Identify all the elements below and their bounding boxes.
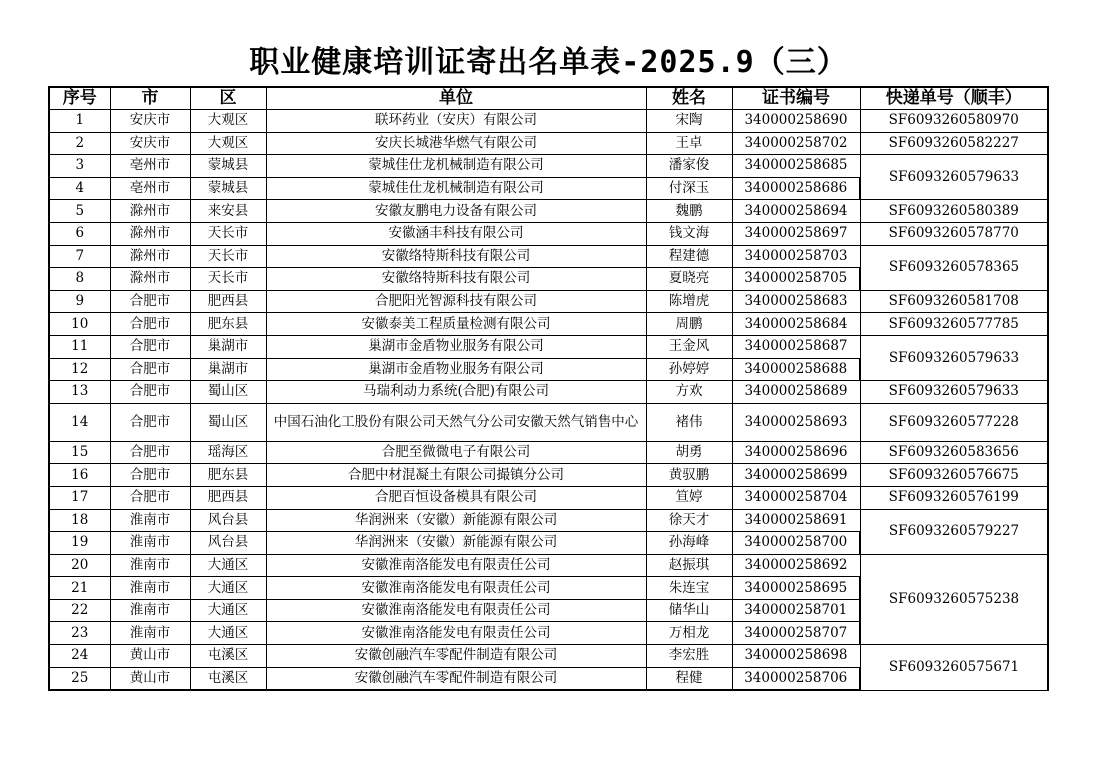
roster-body [49, 110, 1048, 691]
row-index: 17 [49, 486, 110, 509]
table-row [49, 245, 1048, 268]
express-code: SF6093260575671 [860, 645, 1048, 691]
row-cert: 340000258705 [732, 268, 860, 291]
row-city: 合肥市 [110, 441, 190, 464]
row-name: 储华山 [646, 599, 732, 622]
row-name: 朱连宝 [646, 577, 732, 600]
row-city: 淮南市 [110, 622, 190, 645]
row-name: 程建德 [646, 245, 732, 268]
row-city: 黄山市 [110, 645, 190, 668]
row-cert: 340000258693 [732, 403, 860, 441]
row-unit: 华润洲来（安徽）新能源有限公司 [266, 509, 646, 532]
row-index: 1 [49, 110, 110, 133]
row-city: 黄山市 [110, 667, 190, 690]
row-district: 风台县 [190, 509, 266, 532]
row-unit: 华润洲来（安徽）新能源有限公司 [266, 532, 646, 555]
row-name: 李宏胜 [646, 645, 732, 668]
table-row [49, 132, 1048, 155]
row-district: 大通区 [190, 622, 266, 645]
row-cert: 340000258692 [732, 554, 860, 577]
row-district: 肥西县 [190, 486, 266, 509]
row-cert: 340000258685 [732, 155, 860, 178]
row-district: 肥东县 [190, 313, 266, 336]
row-city: 淮南市 [110, 599, 190, 622]
row-unit: 安徽络特斯科技有限公司 [266, 245, 646, 268]
row-unit: 安徽淮南洛能发电有限责任公司 [266, 599, 646, 622]
row-district: 巢湖市 [190, 335, 266, 358]
express-code: SF6093260579227 [860, 509, 1048, 554]
row-unit: 合肥至微微电子有限公司 [266, 441, 646, 464]
row-name: 夏晓亮 [646, 268, 732, 291]
row-index: 9 [49, 290, 110, 313]
row-city: 淮南市 [110, 577, 190, 600]
row-cert: 340000258699 [732, 464, 860, 487]
row-cert: 340000258707 [732, 622, 860, 645]
express-code: SF6093260576199 [860, 486, 1048, 509]
row-city: 淮南市 [110, 509, 190, 532]
row-unit: 合肥百恒设备模具有限公司 [266, 486, 646, 509]
row-index: 6 [49, 222, 110, 245]
row-city: 安庆市 [110, 110, 190, 133]
header-district: 区 [190, 87, 266, 110]
row-district: 蒙城县 [190, 155, 266, 178]
table-row [49, 403, 1048, 441]
row-unit: 安徽淮南洛能发电有限责任公司 [266, 622, 646, 645]
express-code: SF6093260577228 [860, 403, 1048, 441]
row-district: 肥西县 [190, 290, 266, 313]
header-name: 姓名 [646, 87, 732, 110]
row-index: 16 [49, 464, 110, 487]
table-row [49, 645, 1048, 668]
row-city: 淮南市 [110, 554, 190, 577]
row-name: 黄驭鹏 [646, 464, 732, 487]
row-index: 20 [49, 554, 110, 577]
row-unit: 马瑞利动力系统(合肥)有限公司 [266, 381, 646, 404]
row-district: 巢湖市 [190, 358, 266, 381]
row-cert: 340000258684 [732, 313, 860, 336]
row-index: 5 [49, 200, 110, 223]
row-city: 亳州市 [110, 177, 190, 200]
row-index: 4 [49, 177, 110, 200]
row-cert: 340000258690 [732, 110, 860, 133]
table-row [49, 464, 1048, 487]
row-unit: 安庆长城港华燃气有限公司 [266, 132, 646, 155]
header-row [49, 87, 1048, 110]
row-city: 合肥市 [110, 464, 190, 487]
row-unit: 安徽淮南洛能发电有限责任公司 [266, 577, 646, 600]
row-name: 付深玉 [646, 177, 732, 200]
table-row [49, 554, 1048, 577]
row-cert: 340000258698 [732, 645, 860, 668]
express-code: SF6093260580389 [860, 200, 1048, 223]
page-title: 职业健康培训证寄出名单表-2025.9（三） [249, 45, 848, 80]
row-index: 23 [49, 622, 110, 645]
row-name: 陈增虎 [646, 290, 732, 313]
row-name: 潘家俊 [646, 155, 732, 178]
row-name: 孙婷婷 [646, 358, 732, 381]
row-city: 安庆市 [110, 132, 190, 155]
row-name: 孙海峰 [646, 532, 732, 555]
table-row [49, 381, 1048, 404]
row-cert: 340000258697 [732, 222, 860, 245]
row-district: 大观区 [190, 110, 266, 133]
table-row [49, 110, 1048, 133]
row-district: 天长市 [190, 222, 266, 245]
row-district: 大通区 [190, 554, 266, 577]
row-unit: 安徽友鹏电力设备有限公司 [266, 200, 646, 223]
row-district: 大通区 [190, 577, 266, 600]
row-district: 风台县 [190, 532, 266, 555]
table-row [49, 509, 1048, 532]
table-row [49, 222, 1048, 245]
express-code: SF6093260580970 [860, 110, 1048, 133]
table-row [49, 155, 1048, 178]
row-city: 合肥市 [110, 313, 190, 336]
row-index: 2 [49, 132, 110, 155]
row-city: 滁州市 [110, 200, 190, 223]
row-city: 合肥市 [110, 290, 190, 313]
row-unit: 安徽络特斯科技有限公司 [266, 268, 646, 291]
row-name: 徐天才 [646, 509, 732, 532]
row-district: 蜀山区 [190, 381, 266, 404]
row-city: 淮南市 [110, 532, 190, 555]
row-city: 滁州市 [110, 268, 190, 291]
row-city: 合肥市 [110, 335, 190, 358]
row-cert: 340000258704 [732, 486, 860, 509]
header-cert: 证书编号 [732, 87, 860, 110]
row-name: 钱文海 [646, 222, 732, 245]
row-district: 瑶海区 [190, 441, 266, 464]
row-index: 7 [49, 245, 110, 268]
row-district: 肥东县 [190, 464, 266, 487]
express-code: SF6093260583656 [860, 441, 1048, 464]
row-unit: 巢湖市金盾物业服务有限公司 [266, 358, 646, 381]
row-cert: 340000258683 [732, 290, 860, 313]
row-unit: 合肥阳光智源科技有限公司 [266, 290, 646, 313]
header-city: 市 [110, 87, 190, 110]
row-unit: 安徽创融汽车零配件制造有限公司 [266, 667, 646, 690]
row-name: 宋陶 [646, 110, 732, 133]
row-unit: 安徽淮南洛能发电有限责任公司 [266, 554, 646, 577]
row-index: 8 [49, 268, 110, 291]
row-index: 11 [49, 335, 110, 358]
express-code: SF6093260579633 [860, 335, 1048, 380]
row-index: 15 [49, 441, 110, 464]
row-index: 13 [49, 381, 110, 404]
row-district: 天长市 [190, 268, 266, 291]
row-cert: 340000258695 [732, 577, 860, 600]
table-row [49, 486, 1048, 509]
row-city: 合肥市 [110, 381, 190, 404]
row-unit: 联环药业（安庆）有限公司 [266, 110, 646, 133]
row-cert: 340000258694 [732, 200, 860, 223]
row-district: 蜀山区 [190, 403, 266, 441]
row-index: 10 [49, 313, 110, 336]
header-express: 快递单号（顺丰） [860, 87, 1048, 110]
row-index: 14 [49, 403, 110, 441]
row-city: 合肥市 [110, 486, 190, 509]
express-code: SF6093260579633 [860, 381, 1048, 404]
row-district: 天长市 [190, 245, 266, 268]
row-city: 合肥市 [110, 403, 190, 441]
row-unit: 蒙城佳仕龙机械制造有限公司 [266, 177, 646, 200]
row-cert: 340000258689 [732, 381, 860, 404]
row-name: 周鹏 [646, 313, 732, 336]
row-unit: 蒙城佳仕龙机械制造有限公司 [266, 155, 646, 178]
row-cert: 340000258706 [732, 667, 860, 690]
row-district: 来安县 [190, 200, 266, 223]
row-name: 笪婷 [646, 486, 732, 509]
table-row [49, 290, 1048, 313]
row-district: 屯溪区 [190, 645, 266, 668]
row-unit: 巢湖市金盾物业服务有限公司 [266, 335, 646, 358]
row-cert: 340000258691 [732, 509, 860, 532]
row-index: 18 [49, 509, 110, 532]
row-name: 赵振琪 [646, 554, 732, 577]
row-city: 亳州市 [110, 155, 190, 178]
row-index: 21 [49, 577, 110, 600]
row-index: 19 [49, 532, 110, 555]
row-name: 王金风 [646, 335, 732, 358]
row-name: 魏鹏 [646, 200, 732, 223]
row-name: 程健 [646, 667, 732, 690]
express-code: SF6093260578365 [860, 245, 1048, 290]
express-code: SF6093260582227 [860, 132, 1048, 155]
row-name: 褚伟 [646, 403, 732, 441]
row-unit: 安徽涵丰科技有限公司 [266, 222, 646, 245]
table-row [49, 441, 1048, 464]
express-code: SF6093260581708 [860, 290, 1048, 313]
row-unit: 安徽泰美工程质量检测有限公司 [266, 313, 646, 336]
row-cert: 340000258696 [732, 441, 860, 464]
row-district: 大通区 [190, 599, 266, 622]
row-cert: 340000258703 [732, 245, 860, 268]
row-index: 12 [49, 358, 110, 381]
row-city: 滁州市 [110, 222, 190, 245]
row-cert: 340000258686 [732, 177, 860, 200]
express-code: SF6093260577785 [860, 313, 1048, 336]
row-district: 屯溪区 [190, 667, 266, 690]
row-name: 方欢 [646, 381, 732, 404]
row-unit: 安徽创融汽车零配件制造有限公司 [266, 645, 646, 668]
express-code: SF6093260575238 [860, 554, 1048, 644]
roster-table [48, 86, 1049, 691]
table-row [49, 335, 1048, 358]
header-index: 序号 [49, 87, 110, 110]
express-code: SF6093260578770 [860, 222, 1048, 245]
row-cert: 340000258687 [732, 335, 860, 358]
express-code: SF6093260579633 [860, 155, 1048, 200]
row-district: 大观区 [190, 132, 266, 155]
table-row [49, 313, 1048, 336]
row-index: 22 [49, 599, 110, 622]
row-district: 蒙城县 [190, 177, 266, 200]
header-unit: 单位 [266, 87, 646, 110]
row-city: 滁州市 [110, 245, 190, 268]
row-name: 胡勇 [646, 441, 732, 464]
table-row [49, 200, 1048, 223]
express-code: SF6093260576675 [860, 464, 1048, 487]
row-unit: 中国石油化工股份有限公司天然气分公司安徽天然气销售中心 [266, 403, 646, 441]
row-cert: 340000258702 [732, 132, 860, 155]
row-cert: 340000258700 [732, 532, 860, 555]
row-index: 3 [49, 155, 110, 178]
row-cert: 340000258701 [732, 599, 860, 622]
row-index: 25 [49, 667, 110, 690]
row-name: 万相龙 [646, 622, 732, 645]
row-city: 合肥市 [110, 358, 190, 381]
row-index: 24 [49, 645, 110, 668]
row-unit: 合肥中材混凝土有限公司撮镇分公司 [266, 464, 646, 487]
row-cert: 340000258688 [732, 358, 860, 381]
row-name: 王卓 [646, 132, 732, 155]
